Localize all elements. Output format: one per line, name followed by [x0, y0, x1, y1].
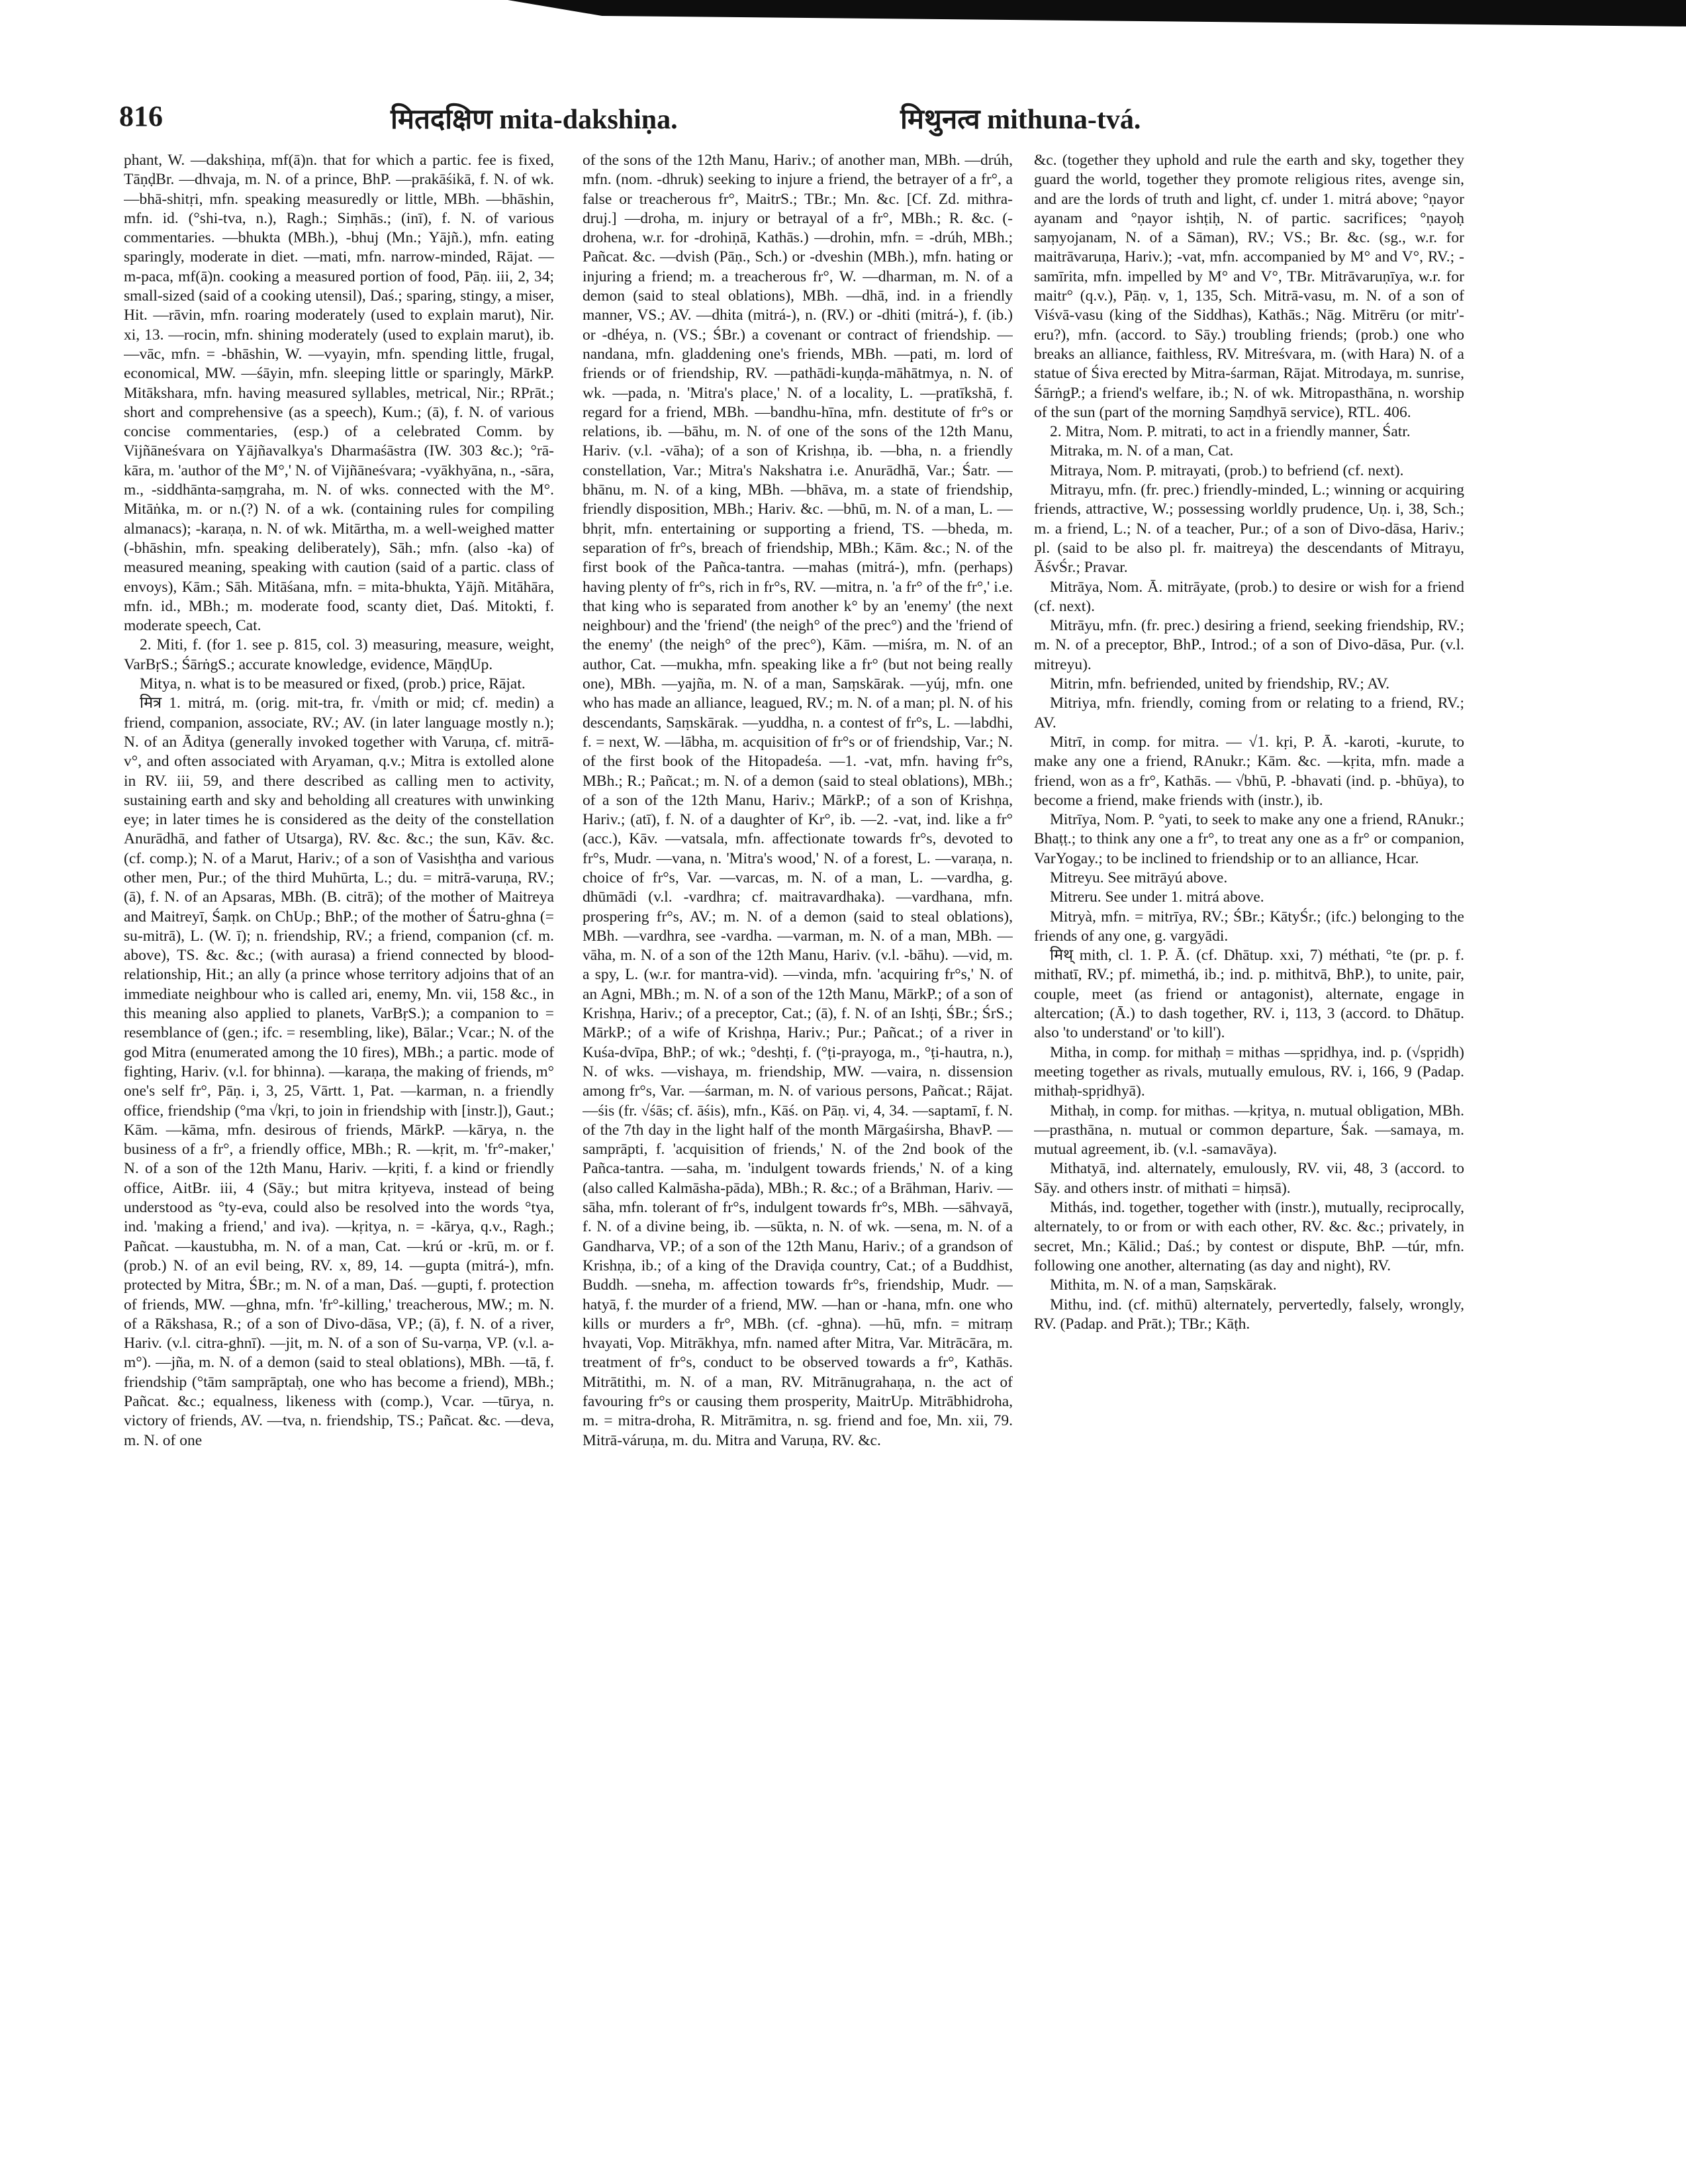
entry-paragraph: मिथ् mith, cl. 1. P. Ā. (cf. Dhātup. xxi, 7) méthati, °te (pr. p. f. mithatī, RV.; pf. mimethá, ib.; ind. p. mithitvā, BhP.), to unite, pair, couple, meet (as friend or antagonist), alternate, engage in altercation; (Ā.) to dash together, RV. i, 113, 3 (accord. to Dhātup. also 'to understand' or 'to kill').: [1034, 947, 1464, 1042]
entry-paragraph: Mithu, ind. (cf. mithū) alternately, pervertedly, falsely, wrongly, RV. (Padap. and Prāt.); TBr.; Kāṭh.: [1034, 1296, 1464, 1333]
entry-paragraph: 2. Mitra, Nom. P. mitrati, to act in a friendly manner, Śatr.: [1050, 423, 1411, 441]
entry-paragraph: Mitrāya, Nom. Ā. mitrāyate, (prob.) to desire or wish for a friend (cf. next).: [1034, 578, 1464, 615]
entry-paragraph: Mitrīya, Nom. P. °yati, to seek to make any one a friend, RAnukr.; Bhaṭṭ.; to think any one a fr°, to treat any one as a fr° or companion, VarYogay.; to be inclined to friendship or to an alliance, Hcar.: [1034, 811, 1464, 867]
entry-paragraph: Mithatyā, ind. alternately, emulously, RV. vii, 48, 3 (accord. to Sāy. and others instr. of mithati = hiṃsā).: [1034, 1160, 1464, 1197]
entry-paragraph: Mitraka, m. N. of a man, Cat.: [1050, 442, 1234, 460]
entry-paragraph: Mitreru. See under 1. mitrá above.: [1050, 888, 1264, 906]
entry-paragraph: phant, W. —dakshiṇa, mf(ā)n. that for which a partic. fee is fixed, TāṇḍBr. —dhvaja, m. N. of a prince, BhP. —prakāśikā, f. N. of wk. —bhā-shitṛi, mfn. speaking measuredly or little, MBh. —bhāshin, mfn. id. (°shi-tva, n.), Ragh.; Siṃhās.; (inī), f. N. of various commentaries. —bhukta (MBh.), -bhuj (Mn.; Yājñ.), mfn. eating sparingly, moderate in diet. —mati, mfn. narrow-minded, Rājat. —m-paca, mf(ā)n. cooking a measured portion of food, Pāṇ. iii, 2, 34; small-sized (said of a cooking utensil), Daś.; sparing, stingy, a miser, Hit. —rāvin, mfn. roaring moderately (used to explain marut), Nir. xi, 13. —rocin, mfn. shining moderately (used to explain marut), ib. —vāc, mfn. = -bhāshin, W. —vyayin, mfn. spending little, frugal, economical, MW. —śāyin, mfn. sleeping little or sparingly, MārkP. Mitākshara, mfn. having measured syllables, metrical, Nir.; RPrāt.; short and comprehensive (as a speech), Kum.; (ā), f. N. of various concise commentaries, (esp.) of a celebrated Comm. by Vijñāneśvara on Yājñavalkya's Dharmaśāstra (IW. 303 &c.); °rā-kāra, m. 'author of the M°,' N. of Vijñāneśvara; -vyākhyāna, n., -sāra, m., -siddhānta-saṃgraha, m. N. of wks. connected with the M°. Mitāṅka, m. or n.(?) N. of a wk. (containing rules for compiling almanacs); -karaṇa, n. N. of wk. Mitārtha, m. a well-weighed matter (-bhāshin, mfn. speaking deliberately), Sāh.; mfn. (also -ka) of measured meaning, speaking with caution (said of a partic. class of envoys), Kām.; Sāh. Mitāśana, mfn. = mita-bhukta, Yājñ. Mitāhāra, mfn. id., MBh.; m. moderate food, scanty diet, Daś. Mitokti, f. moderate speech, Cat.: [124, 152, 554, 635]
entry-paragraph: of the sons of the 12th Manu, Hariv.; of another man, MBh. —drúh, mfn. (nom. -dhruk) seeking to injure a friend, the betrayer of a fr°, a false or treacherous fr°, MaitrS.; TBr.; Mn. &c. [Cf. Zd. mithra-druj.] —droha, m. injury or betrayal of a fr°, MBh.; R. &c. (-drohena, w.r. for -drohiṇā, Kathās.) —drohin, mfn. = -drúh, MBh.; Pañcat. &c. —dvish (Pāṇ., Sch.) or -dveshin (MBh.), mfn. hating or injuring a friend; m. a treacherous fr°, W. —dharman, m. N. of a demon (said to steal oblations), MBh. —dhā, ind. in a friendly manner, VS.; AV. —dhita (mitrá-), n. (RV.) or -dhiti (mitrá-), f. (ib.) or -dhéya, n. (VS.; ŚBr.) a covenant or contract of friendship. —nandana, mfn. gladdening one's friends, MBh. —pati, m. lord of friends or of friendship, RV. —pathādi-kuṇḍa-māhātmya, n. N. of wk. —pada, n. 'Mitra's place,' N. of a locality, L. —pratīkshā, f. regard for a friend, MBh. —bandhu-hīna, mfn. destitute of fr°s or relations, ib. —bāhu, m. N. of one of the sons of the 12th Manu, Hariv. (v.l. -vāha); of a son of Krishṇa, ib. —bha, n. a friendly constellation, Var.; Mitra's Nakshatra i.e. Anurādhā, Var.; Śatr. —bhānu, m. N. of a king, MBh. —bhāva, m. a state of friendship, friendly disposition, MBh.; Hariv. &c. —bhū, m. N. of a man, L. —bhṛit, mfn. entertaining or supporting a friend, TS. —bheda, m. separation of fr°s, breach of friendship, MBh.; Kām. &c.; N. of the first book of the Pañca-tantra. —mahas (mitrá-), mfn. (perhaps) having plenty of fr°s, rich in fr°s, RV. —mitra, n. 'a fr° of the fr°,' i.e. that king who is separated from another k° by an 'enemy' (the next neighbour) and the 'friend' (the neigh° of the prec°) and the 'friend of the enemy' (the neigh° of the prec°), Kām. —miśra, m. N. of an author, Cat. —mukha, mfn. speaking like a fr° (but not being really one), MBh. —yajña, m. N. of a man, Saṃskārak. —yúj, mfn. one who has made an alliance, leagued, RV.; m. N. of a man; pl. N. of his descendants, Saṃskārak. —yuddha, n. a contest of fr°s, L. —labdhi, f. = next, W. —lābha, m. acquisition of fr°s or of friendship, Var.; N. of the first book of the Hitopadeśa. —1. -vat, mfn. having fr°s, MBh.; R.; Pañcat.; m. N. of a demon (said to steal oblations), MBh.; of a son of the 12th Manu, Hariv.; MārkP.; of a son of Krishṇa, Hariv.; (atī), f. N. of a daughter of Kr°, ib. —2. -vat, ind. like a fr° (acc.), Kāv. —vatsala, mfn. affectionate towards fr°s, devoted to fr°s, Mudr. —vana, n. 'Mitra's wood,' N. of a forest, L. —varaṇa, n. choice of fr°s, Var. —varcas, m. N. of a man, L. —vardha, g. dhūmādi (v.l. -vardhra; cf. maitravardhaka). —vardhana, mfn. prospering fr°s, AV.; m. N. of a demon (said to steal oblations), MBh. —vardhra, see -vardha. —varman, m. N. of a man, MBh. —vāha, m. N. of a son of the 12th Manu, Hariv. (v.l. -bāhu). —vid, m. a spy, L. (w.r. for mantra-vid). —vinda, mfn. 'acquiring fr°s,' N. of an Agni, MBh.; m. N. of a son of the 12th Manu, MārkP.; of a son of Krishṇa, Hariv.; of a preceptor, Cat.; (ā), f. N. of an Ishṭi, ŚBr.; ŚrS.; MārkP.; of a wife of Krishṇa, Hariv.; Pur.; Pañcat.; of a river in Kuśa-dvīpa, BhP.; of wk.; °deshṭi, f. (°ṭi-prayoga, m., °ṭi-hautra, n.), N. of wks. —vishaya, m. friendship, MW. —vaira, n. dissension among fr°s, Var. —śarman, m. N. of various persons, Pañcat.; Rājat. —śis (fr. √śās; cf. āśis), mfn., Kāś. on Pāṇ. vi, 4, 34. —saptamī, f. N. of the 7th day in the light half of the month Mārgaśirsha, BhavP. —samprāpti, f. 'acquisition of friends,' N. of the 2nd book of the Pañca-tantra. —saha, m. 'indulgent towards friends,' N. of a king (also called Kalmāsha-pāda), MBh.; R. &c.; of a Brāhman, Hariv. —sāha, mfn. tolerant of fr°s, indulgent towards fr°s, MBh. —sāhvayā, f. N. of a divine being, ib. —sūkta, n. N. of wk. —sena, m. N. of a Gandharva, VP.; of a son of the 12th Manu, Hariv.; of a grandson of Krishṇa, ib.; of a king of the Draviḍa country, Cat.; of a Buddhist, Buddh. —sneha, m. affection towards fr°s, friendship, Mudr. —hatyā, f. the murder of a friend, MW. —han or -hana, mfn. one who kills or murders a fr°, MBh. (cf. -ghna). —hū, mfn. = mitraṃ hvayati, Vop. Mitrākhya, mfn. named after Mitra, Var. Mitrācāra, m. treatment of fr°s, conduct to be observed towards a fr°, Kathās. Mitrātithi, m. N. of a man, RV. Mitrānugrahaṇa, n. the act of favouring fr°s or causing them prosperity, MaitrUp. Mitrābhidroha, m. = mitra-droha, R. Mitrāmitra, n. sg. friend and foe, Mn. xii, 79. Mitrā-váruṇa, m. du. Mitra and Varuṇa, RV. &c.: [583, 152, 1013, 1449]
entry-paragraph: &c. (together they uphold and rule the earth and sky, together they guard the world, together they promote religious rites, avenge sin, and are the lords of truth and light, cf. under 1. mitrá above; °ṇayor ayanam and °ṇayor ishṭiḥ, N. of partic. sacrifices; °ṇayoḥ saṃyojanam, N. of a Sāman), RV.; VS.; Br. &c. (sg., w.r. for maitrāvaruṇa, Hariv.); -vat, mfn. accompanied by M° and V°, RV.; -samīrita, mfn. impelled by M° and V°, TBr. Mitrāvaruṇīya, w.r. for maitr° (q.v.), Pāṇ. v, 1, 135, Sch. Mitrā-vasu, m. N. of a son of Viśvā-vasu (king of the Siddhas), Kathās.; Nāg. Mitrēru (or mitr'-eru?), mfn. (accord. to Sāy.) troubling friends; (prob.) one who breaks an alliance, faithless, RV. Mitreśvara, m. (with Hara) N. of a statue of Śiva erected by Mitra-śarman, Rājat. Mitrodaya, m. sunrise, ŚārṅgP.; a friend's welfare, ib.; N. of wk. Mitropasthāna, n. worship of the sun (part of the morning Saṃdhyā service), RTL. 406.: [1034, 152, 1464, 421]
page-header: [119, 99, 1470, 146]
scan-dark-band: [508, 0, 1686, 26]
column-3: [1034, 151, 1464, 2157]
left-running-headword: मितदक्षिण mita-dakshiṇa.: [391, 105, 678, 135]
column-2: [583, 151, 1013, 2157]
entry-paragraph: Mitrayu, mfn. (fr. prec.) friendly-minded, L.; winning or acquiring friends, attractive, W.; possessing worldly prudence, Uṇ. i, 38, Sch.; m. a friend, L.; N. of a teacher, Pur.; of a son of Divo-dāsa, Hariv.; pl. (said to be also pl. fr. maitreya) the descendants of Mitrayu, ĀśvŚr.; Pravar.: [1034, 481, 1464, 577]
entry-paragraph: Mitraya, Nom. P. mitrayati, (prob.) to befriend (cf. next).: [1050, 461, 1404, 479]
scan-top-edge: [0, 0, 1686, 73]
entry-paragraph: Mithás, ind. together, together with (instr.), mutually, reciprocally, alternately, to or from or with each other, RV. &c. &c.; privately, in secret, Mn.; Kālid.; Daś.; by contest or dispute, BhP. —túr, mfn. following one another, alternating (as day and night), RV.: [1034, 1199, 1464, 1274]
right-running-headword: मिथुनत्व mithuna-tvá.: [900, 105, 1141, 135]
entry-paragraph: 2. Miti, f. (for 1. see p. 815, col. 3) measuring, measure, weight, VarBṛS.; ŚārṅgS.; accurate knowledge, evidence, MāṇḍUp.: [124, 636, 554, 673]
entry-paragraph: Mitha, in comp. for mithaḥ = mithas —spṛidhya, ind. p. (√spṛidh) meeting together as rivals, mutually emulous, RV. i, 166, 9 (Padap. mithaḥ-spṛidhyā).: [1034, 1043, 1464, 1100]
entry-paragraph: Mithaḥ, in comp. for mithas. —kṛitya, n. mutual obligation, MBh. —prasthāna, n. mutual or common departure, Śak. —samaya, m. mutual agreement, ib. (v.l. -samavāya).: [1034, 1102, 1464, 1159]
column-1: [124, 151, 554, 2157]
entry-paragraph: Mitreyu. See mitrāyú above.: [1050, 869, 1228, 886]
page-number: 816: [119, 100, 163, 132]
entry-paragraph: Mitya, n. what is to be measured or fixed, (prob.) price, Rājat.: [140, 675, 526, 693]
entry-paragraph: Mitrī, in comp. for mitra. — √1. kṛi, P. Ā. -karoti, -kurute, to make any one a friend, RAnukr.; Kām. &c. —kṛita, mfn. made a friend, won as a fr°, Kathās. — √bhū, P. -bhavati (ind. p. -bhūya), to become a friend, make friends with (instr.), ib.: [1034, 733, 1464, 809]
entry-paragraph: Mitryà, mfn. = mitrīya, RV.; ŚBr.; KātyŚr.; (ifc.) belonging to the friends of any one, g. vargyādi.: [1034, 908, 1464, 945]
entry-paragraph: Mitrin, mfn. befriended, united by friendship, RV.; AV.: [1050, 675, 1390, 693]
entry-paragraph: मित्र 1. mitrá, m. (orig. mit-tra, fr. √mith or mid; cf. medin) a friend, companion, associate, RV.; AV. (in later language mostly n.); N. of an Āditya (generally invoked together with Varuṇa, cf. mitrā-v°, and often associated with Aryaman, q.v.; Mitra is extolled alone in RV. iii, 59, and there described as calling men to activity, sustaining earth and sky and beholding all creatures with unwinking eye; in later times he is considered as the deity of the constellation Anurādhā, and father of Utsarga), RV. &c. &c.; the sun, Kāv. &c. (cf. comp.); N. of a Marut, Hariv.; of a son of Vasishṭha and various other men, Pur.; of the third Muhūrta, L.; du. = mitrā-varuṇa, RV.; (ā), f. N. of an Apsaras, MBh. (B. citrā); of the mother of Maitreya and Maitreyī, Śaṃk. on ChUp.; BhP.; of the mother of Śatru-ghna (= su-mitrā), L. (W. ī); n. friendship, RV.; a friend, companion (cf. m. above), TS. &c. &c.; (with aurasa) a friend connected by blood-relationship, Hit.; an ally (a prince whose territory adjoins that of an immediate neighbour who is called ari, enemy, Mn. vii, 158 &c., in this meaning also applied to planets, VarBṛS.); a companion to = resemblance of (gen.; ifc. = resembling, like), Bālar.; Vcar.; N. of the god Mitra (enumerated among the 10 fires), MBh.; a partic. mode of fighting, Hariv. (v.l. for bhinna). —karaṇa, the making of friends, m° one's self fr°, Pāṇ. i, 3, 25, Vārtt. 1, Pat. —karman, n. a friendly office, friendship (°ma √kṛi, to join in friendship with [instr.]), Gaut.; Kām. —kāma, mfn. desirous of friends, MārkP. —kārya, n. the business of a fr°, a friendly office, MBh.; R. —kṛit, m. 'fr°-maker,' N. of a son of the 12th Manu, Hariv. —kṛiti, f. a kind or friendly office, AitBr. iii, 4 (Sāy.; but mitra kṛityeva, instead of being understood as °ty-eva, could also be resolved into the words °tya, ind. 'making a friend,' and iva). —kṛitya, n. = -kārya, q.v., Ragh.; Pañcat. —kaustubha, m. N. of a man, Cat. —krú or -krū, m. or f. (prob.) N. of an evil being, RV. x, 89, 14. —gupta (mitrá-), mfn. protected by Mitra, ŚBr.; m. N. of a man, Daś. —gupti, f. protection of friends, MW. —ghna, mfn. 'fr°-killing,' treacherous, MW.; m. N. of a Rākshasa, R.; of a son of Divo-dāsa, VP.; (ā), f. N. of a river, Hariv. (v.l. citra-ghnī). —jit, m. N. of a son of Su-varṇa, VP. (v.l. a-m°). —jña, m. N. of a demon (said to steal oblations), MBh. —tā, f. friendship (°tām samprāptaḥ, one who has become a friend), MBh.; Pañcat. &c.; equalness, likeness with (comp.), Vcar. —tūrya, n. victory of friends, AV. —tva, n. friendship, TS.; Pañcat. &c. —deva, m. N. of one: [124, 694, 554, 1449]
entry-paragraph: Mithita, m. N. of a man, Saṃskārak.: [1050, 1276, 1277, 1294]
entry-paragraph: Mitrāyu, mfn. (fr. prec.) desiring a friend, seeking friendship, RV.; m. N. of a preceptor, BhP., Introd.; of a son of Divo-dāsa, Pur. (v.l. mitreyu).: [1034, 617, 1464, 673]
entry-paragraph: Mitriya, mfn. friendly, coming from or relating to a friend, RV.; AV.: [1034, 694, 1464, 732]
